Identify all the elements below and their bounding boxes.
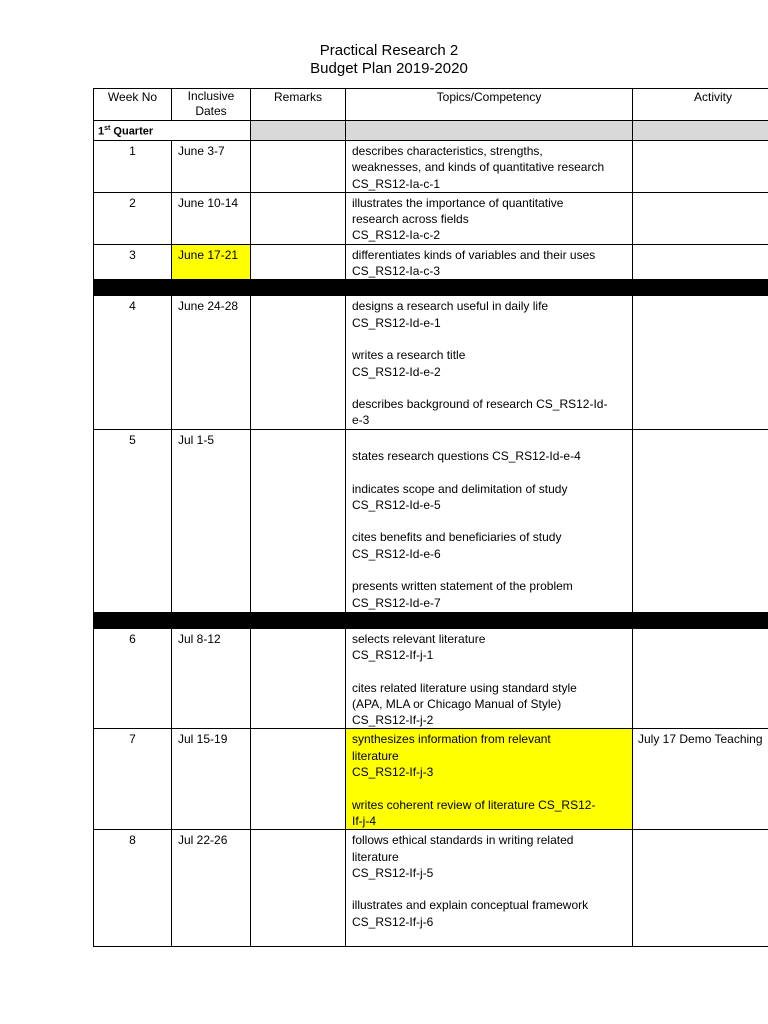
dates-cell: June 10-14: [172, 192, 251, 244]
remarks-cell: [251, 296, 346, 429]
table-row: [94, 244, 768, 280]
separator-row: [94, 280, 768, 296]
activity-cell: [633, 429, 768, 612]
document-subtitle: Budget Plan 2019-2020: [310, 60, 468, 77]
quarter-row: [94, 121, 768, 141]
topics-cell: illustrates the importance of quantitative research across fields CS_RS12-Ia-c-2: [346, 192, 633, 244]
activity-cell: [633, 830, 768, 947]
topics-cell-highlighted: synthesizes information from relevant literature CS_RS12-If-j-3 writes coherent review of literature CS_RS12- If-j-4: [346, 729, 633, 830]
dates-cell: June 3-7: [172, 140, 251, 192]
activity-cell: [633, 244, 768, 280]
budget-plan-table: [93, 88, 768, 947]
dates-cell: Jul 22-26: [172, 830, 251, 947]
topics-cell: selects relevant literature CS_RS12-If-j-1 cites related literature using standard style (APA, MLA or Chicago Manual of Style) CS_RS12-If-j-2: [346, 628, 633, 729]
topics-cell: describes characteristics, strengths, weaknesses, and kinds of quantitative research CS_RS12-Ia-c-1: [346, 140, 633, 192]
dates-cell-highlighted: June 17-21: [172, 244, 251, 280]
dates-cell: Jul 8-12: [172, 628, 251, 729]
remarks-cell: [251, 729, 346, 830]
week-cell: 2: [94, 192, 172, 244]
dates-cell: June 24-28: [172, 296, 251, 429]
header-inclusive-dates: Inclusive Dates: [172, 89, 251, 121]
separator-row: [94, 612, 768, 628]
week-cell: 4: [94, 296, 172, 429]
table-row: [94, 830, 768, 947]
topics-cell: follows ethical standards in writing related literature CS_RS12-If-j-5 illustrates and explain conceptual framework CS_RS12-If-j-6: [346, 830, 633, 947]
activity-cell: [633, 140, 768, 192]
table-row: [94, 628, 768, 729]
topics-cell: states research questions CS_RS12-Id-e-4 indicates scope and delimitation of study CS_RS12-Id-e-5 cites benefits and beneficiaries of study CS_RS12-Id-e-6 presents written statement of the problem CS_RS12-Id-e-7: [346, 429, 633, 612]
header-row: [94, 89, 768, 121]
dates-cell: Jul 1-5: [172, 429, 251, 612]
table-row: [94, 429, 768, 612]
table-row: [94, 140, 768, 192]
header-remarks: Remarks: [251, 89, 346, 121]
topics-cell: differentiates kinds of variables and their uses CS_RS12-Ia-c-3: [346, 244, 633, 280]
remarks-cell: [251, 830, 346, 947]
quarter-label: 1st Quarter: [94, 121, 251, 141]
table-row: [94, 729, 768, 830]
activity-cell: [633, 628, 768, 729]
remarks-cell: [251, 140, 346, 192]
week-cell: 6: [94, 628, 172, 729]
week-cell: 3: [94, 244, 172, 280]
header-topics-competency: Topics/Competency: [346, 89, 633, 121]
remarks-cell: [251, 244, 346, 280]
dates-cell: Jul 15-19: [172, 729, 251, 830]
remarks-cell: [251, 192, 346, 244]
week-cell: 7: [94, 729, 172, 830]
activity-cell: [633, 192, 768, 244]
activity-cell: July 17 Demo Teaching: [633, 729, 768, 830]
remarks-cell: [251, 628, 346, 729]
table-row: [94, 192, 768, 244]
header-week-no: Week No: [94, 89, 172, 121]
header-activity: Activity: [633, 89, 768, 121]
week-cell: 5: [94, 429, 172, 612]
topics-cell: designs a research useful in daily life CS_RS12-Id-e-1 writes a research title CS_RS12-Id-e-2 describes background of research CS_RS12-Id- e-3: [346, 296, 633, 429]
activity-cell: [633, 296, 768, 429]
week-cell: 1: [94, 140, 172, 192]
document-title: Practical Research 2: [319, 42, 459, 59]
week-cell: 8: [94, 830, 172, 947]
remarks-cell: [251, 429, 346, 612]
table-row: [94, 296, 768, 429]
